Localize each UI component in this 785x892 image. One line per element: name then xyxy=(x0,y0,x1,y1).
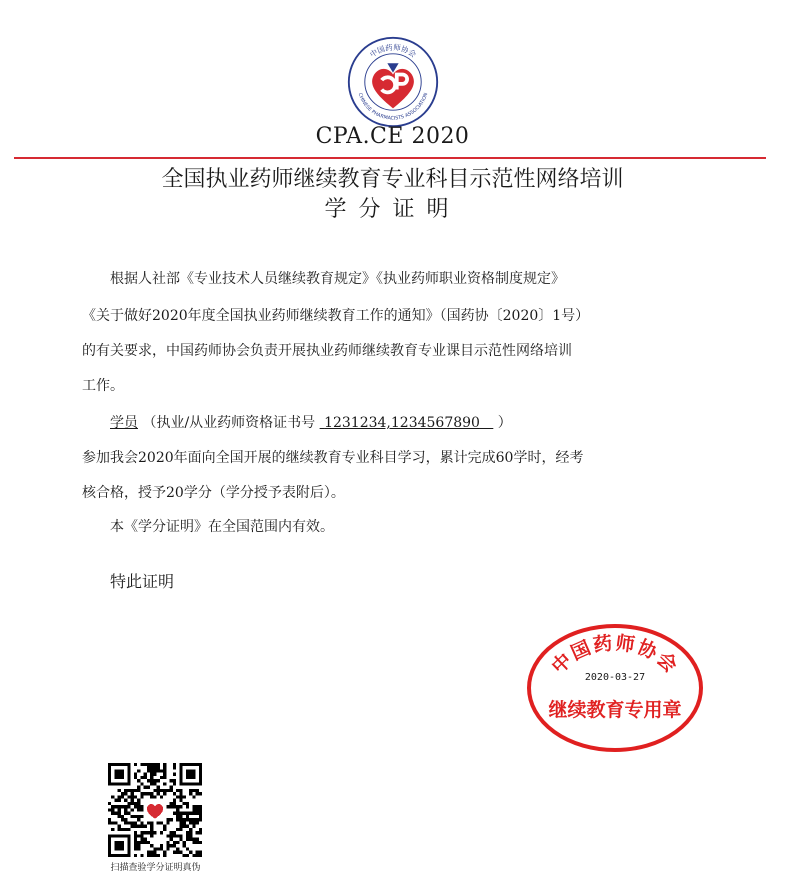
stamp-date: 2020-03-27 xyxy=(584,672,646,683)
document-title: 全国执业药师继续教育专业科目示范性网络培训 xyxy=(161,167,624,192)
paragraph-2-line-1: 参加我会2020年面向全国开展的继续教育专业科目学习，累计完成60学时，经考 xyxy=(82,450,584,466)
paragraph-2-line-2: 核合格，授予20学分（学分授予表附后）。 xyxy=(82,485,345,501)
logo-text-en: CHINESE PHARMACISTS ASSOCIATION xyxy=(356,92,430,122)
logo-text-cn: 中国药师协会 xyxy=(368,42,418,60)
cpa-logo-icon xyxy=(346,35,440,129)
paragraph-1-line-2: 《关于做好2020年度全国执业药师继续教育工作的通知》（国药协〔2020〕1号） xyxy=(82,308,590,324)
document-subtitle: 学分证明 xyxy=(324,197,461,222)
cert-suffix: ） xyxy=(497,415,512,431)
qr-caption: 扫描查验学分证明真伪 xyxy=(110,863,201,873)
paragraph-1-line-1: 根据人社部《专业技术人员继续教育规定》《执业药师职业资格制度规定》 xyxy=(110,271,565,287)
cert-number: 1231234,1234567890 xyxy=(324,415,480,431)
cert-prefix: （执业/从业药师资格证书号 xyxy=(142,415,316,431)
stamp-org-text: 中国药师协会 xyxy=(547,632,683,679)
paragraph-3: 本《学分证明》在全国范围内有效。 xyxy=(110,519,334,535)
svg-text:中国药师协会 xyxy=(368,42,419,60)
student-label: 学员 xyxy=(110,415,138,431)
closing-text: 特此证明 xyxy=(110,572,175,591)
stamp-purpose: 继续教育专用章 xyxy=(548,699,682,721)
qr-code-icon[interactable] xyxy=(108,763,202,857)
official-stamp xyxy=(526,623,704,753)
document-code: CPA.CE 2020 xyxy=(315,124,470,149)
student-line xyxy=(110,412,690,432)
paragraph-1-line-4: 工作。 xyxy=(82,378,124,394)
header-divider xyxy=(14,157,766,159)
paragraph-1-line-3: 的有关要求，中国药师协会负责开展执业药师继续教育专业课目示范性网络培训 xyxy=(82,343,572,359)
